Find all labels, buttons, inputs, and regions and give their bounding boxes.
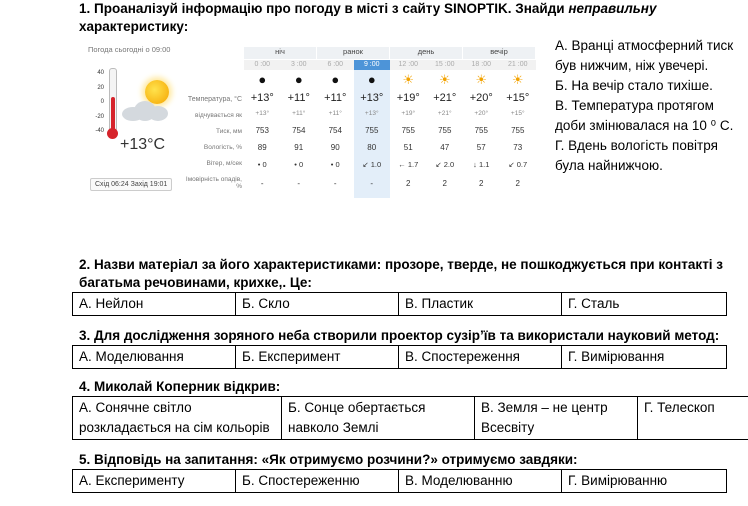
question-3-title: 3. Для дослідження зоряного неба створили проектор сузір’їв та використали науковий метод: (79, 328, 720, 343)
time-label: 18 :00 (463, 60, 500, 70)
scale-tick: 20 (97, 84, 104, 91)
question-4-options (72, 396, 748, 440)
option-d: Г. Вдень вологість повітря була найнижчою. (555, 138, 718, 173)
question-2-options (72, 292, 727, 316)
feels-like-value: +15° (510, 110, 525, 117)
forecast-column (500, 60, 537, 198)
thermometer-scale (94, 66, 104, 139)
wind-value: ↓ 1.1 (473, 160, 490, 169)
precipitation-value: - (370, 179, 374, 188)
pressure-value: 754 (328, 126, 342, 135)
time-label: 15 :00 (427, 60, 464, 70)
precipitation-value: - (333, 179, 337, 188)
question-1-options (555, 36, 745, 176)
moon-icon: ● (258, 72, 267, 87)
temperature-value: +19° (396, 92, 420, 104)
temperature-value: +21° (433, 92, 457, 104)
question-4-title: 4. Миколай Коперник відкрив: (79, 379, 281, 394)
question-text: Проаналізуй інформацію про погоду в місті з сайту SINOPTIK. Знайди (94, 1, 565, 16)
precipitation-value: - (297, 179, 301, 188)
temperature-value: +13° (250, 92, 274, 104)
wind-value: • 0 (257, 160, 267, 169)
humidity-value: 90 (330, 143, 340, 152)
label-humidity: Вологість, % (203, 144, 242, 151)
option-c: В. Спостереження (399, 346, 562, 369)
scale-tick: -20 (95, 113, 104, 120)
pressure-value: 755 (438, 126, 452, 135)
question-number: 1. (79, 1, 91, 16)
label-wind: Вітер, м/сек (206, 160, 242, 167)
weather-widget (80, 43, 542, 201)
forecast-column (427, 60, 464, 198)
option-b: Б. На вечір стало тихіше. (555, 78, 713, 93)
forecast-grid (244, 43, 536, 201)
forecast-column (354, 60, 391, 198)
wind-value: ↙ 2.0 (435, 160, 455, 169)
feels-like-value: +19° (401, 110, 416, 117)
precipitation-value: - (260, 179, 264, 188)
period-night: ніч (244, 47, 317, 59)
pressure-value: 755 (511, 126, 525, 135)
today-label: Погода сьогодні о 09:00 (88, 45, 171, 54)
option-c: В. Моделюванню (399, 470, 562, 493)
label-pressure: Тиск, мм (216, 128, 242, 135)
sun-icon: ☀ (511, 72, 524, 87)
time-label: 9 :00 (354, 60, 391, 70)
wind-value: • 0 (330, 160, 340, 169)
pressure-value: 753 (255, 126, 269, 135)
sunrise-sunset: Схід 06:24 Захід 19:01 (90, 178, 172, 191)
moon-icon: ● (367, 72, 376, 87)
time-label: 3 :00 (281, 60, 318, 70)
option-c: В. Пластик (399, 293, 562, 316)
wind-value: ← 1.7 (398, 160, 419, 169)
wind-value: ↙ 1.0 (362, 160, 382, 169)
temperature-value: +11° (324, 92, 347, 104)
temperature-value: +11° (287, 92, 310, 104)
pressure-value: 755 (401, 126, 415, 135)
option-b: Б. Скло (236, 293, 399, 316)
scale-tick: 40 (97, 70, 104, 76)
time-label: 21 :00 (500, 60, 537, 70)
forecast-column (463, 60, 500, 198)
pressure-value: 754 (292, 126, 306, 135)
question-3-options (72, 345, 727, 369)
precipitation-value: 2 (406, 179, 411, 188)
feels-like-value: +21° (437, 110, 452, 117)
time-label: 0 :00 (244, 60, 281, 70)
option-d: Г. Вимірюванню (562, 470, 727, 493)
time-label: 6 :00 (317, 60, 354, 70)
forecast-column (317, 60, 354, 198)
forecast-column (390, 60, 427, 198)
period-morning: ранок (317, 47, 390, 59)
humidity-value: 89 (257, 143, 267, 152)
option-b: Б. Спостереженню (236, 470, 399, 493)
forecast-column (281, 60, 318, 198)
humidity-value: 47 (440, 143, 450, 152)
option-d: Г. Телескоп (638, 397, 748, 440)
humidity-value: 91 (294, 143, 304, 152)
humidity-value: 51 (403, 143, 413, 152)
current-temperature: +13°C (120, 136, 166, 153)
label-feels: відчувається як (195, 112, 242, 119)
feels-like-value: +11° (292, 110, 306, 117)
humidity-value: 80 (367, 143, 377, 152)
question-1-title (79, 0, 656, 36)
moon-icon: ● (294, 72, 303, 87)
pressure-value: 755 (365, 126, 379, 135)
feels-like-value: +20° (474, 110, 489, 117)
option-a: А. Вранці атмосферний тиск був нижчим, ніж увечері. (555, 38, 734, 73)
label-precipitation: Імовірність опадів, % (185, 176, 242, 190)
sun-icon: ☀ (475, 72, 488, 87)
temperature-value: +20° (469, 92, 493, 104)
option-a: А. Експерименту (73, 470, 236, 493)
precipitation-value: 2 (515, 179, 520, 188)
pressure-value: 755 (474, 126, 488, 135)
wind-value: ↙ 0.7 (508, 160, 528, 169)
option-b: Б. Експеримент (236, 346, 399, 369)
sun-icon: ☀ (402, 72, 415, 87)
forecast-column (244, 60, 281, 198)
option-d: Г. Вимірювання (562, 346, 727, 369)
option-a: А. Сонячне світло розкладається на сім кольорів (73, 397, 282, 440)
humidity-value: 73 (513, 143, 523, 152)
feels-like-value: +13° (255, 110, 270, 117)
time-label: 12 :00 (390, 60, 427, 70)
temperature-value: +15° (506, 92, 530, 104)
precipitation-value: 2 (479, 179, 484, 188)
humidity-value: 57 (476, 143, 486, 152)
cloud-icon (122, 99, 168, 121)
sun-icon: ☀ (438, 72, 451, 87)
period-day: день (390, 47, 463, 59)
option-a: А. Моделювання (73, 346, 236, 369)
question-2-title: 2. Назви матеріал за його характеристиками: прозоре, тверде, не пошкоджується при контакті з багатьма речовинами, крихке,. Це: (79, 257, 724, 290)
feels-like-value: +11° (328, 110, 342, 117)
question-text-cont: характеристику: (79, 19, 189, 34)
option-d: Г. Сталь (562, 293, 727, 316)
moon-icon: ● (331, 72, 340, 87)
scale-tick: -40 (95, 128, 104, 134)
option-a: А. Нейлон (73, 293, 236, 316)
precipitation-value: 2 (442, 179, 447, 188)
temperature-value: +13° (360, 92, 384, 104)
option-c: В. Земля – не центр Всесвіту (475, 397, 638, 440)
option-c: В. Температура протягом доби змінювалася на 10 ⁰ С. (555, 98, 734, 133)
scale-tick: 0 (100, 99, 104, 105)
option-b: Б. Сонце обертається навколо Землі (282, 397, 475, 440)
thermometer-icon (109, 68, 117, 132)
label-temperature: Температура, °C (187, 96, 242, 103)
period-evening: вечір (463, 47, 536, 59)
question-5-options (72, 469, 727, 493)
question-5-title: 5. Відповідь на запитання: «Як отримуємо розчини?» отримуємо завдяки: (79, 452, 578, 467)
wind-value: • 0 (294, 160, 304, 169)
feels-like-value: +13° (364, 110, 379, 117)
question-emphasis: неправильну (568, 1, 657, 16)
